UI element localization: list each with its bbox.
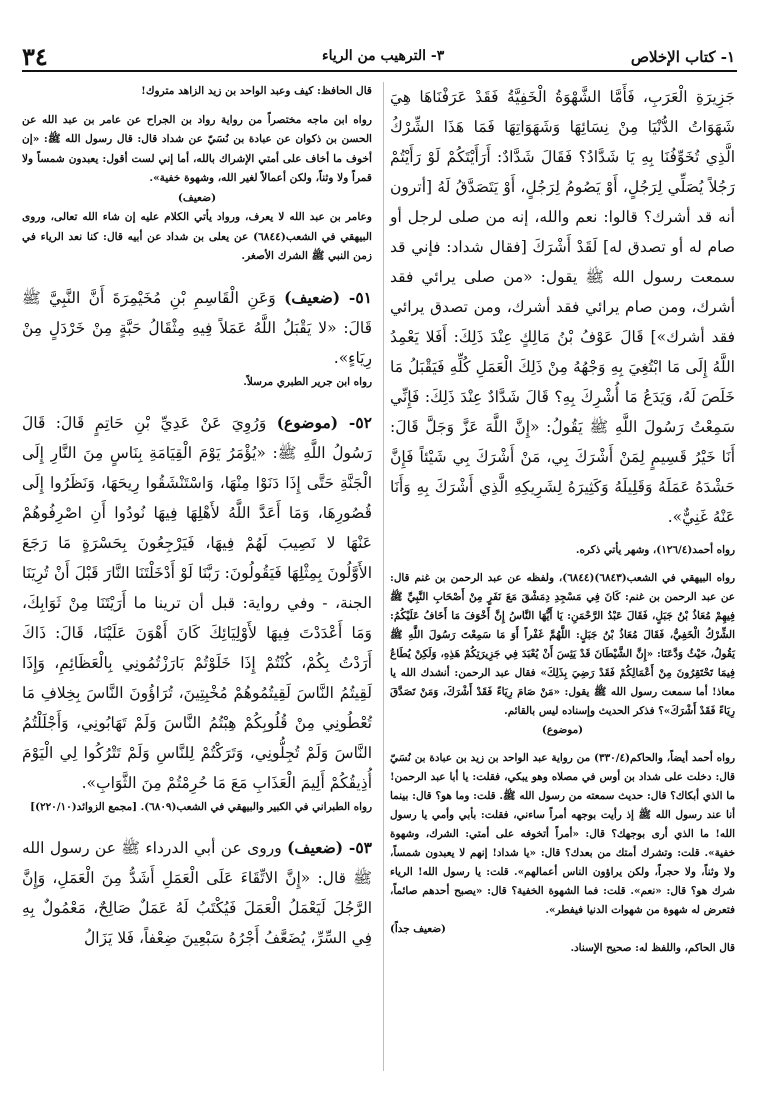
grade-label: (موضوع) bbox=[541, 724, 584, 736]
column-divider bbox=[383, 82, 384, 1071]
chapter-title: ٣- الترهيب من الرياء bbox=[322, 48, 445, 64]
hadith-text: وَرُوِيَ عَنْ عَدِيِّ بْنِ حَاتِمٍ قَالَ: قَالَ رَسُولُ اللَّهِ ﷺ: «يُؤْمَرُ يَوْمَ الْقِيَامَةِ بِنَاسٍ مِنَ النَّارِ إِلَى الْجَنَّةِ حَتَّى إِذَا دَنَوْا مِنْهَا، وَاسْتَنْشَقُوا رِيحَهَا، وَنَظَرُوا إِلَى قُصُورِهَا، وَمَا أَعَدَّ اللَّهُ لأَهْلِهَا فِيهَا نُودُوا أَنِ اصْرِفُوهُمْ عَنْهَا لا نَصِيبَ لَهُمْ فِيهَا، فَيَرْجِعُونَ بِحَسْرَةٍ مَا رَجَعَ الأَوَّلُونَ بِمِثْلِهَا فَيَقُولُونَ: رَبَّنَا لَوْ أَدْخَلْتَنَا النَّارَ قَبْلَ أَنْ تُرِيَنَا الجنة، - وفي رواية: قبل أن ترينا ما أَرَيْتَنَا مِنْ ثَوَابِكَ، وَمَا أَعْدَدْتَ فِيهَا لأَوْلِيَائِكَ كَانَ أَهْوَنَ عَلَيْنَا، قَالَ: ذَاكَ أَرَدْتُ بِكُمْ، كُنْتُمْ إِذَا خَلَوْتُمْ بَارَزْتُمُونِي بِالْعَظَائِمِ، وَإِذَا لَقِيتُمُ النَّاسَ لَقِيتُمُوهُمْ مُخْبِتِينَ، تُرَاؤُونَ النَّاسَ بِخِلافِ مَا تُعْطُونِي مِنْ قُلُوبِكُمْ هِبْتُمُ النَّاسَ وَلَمْ تَهَابُونِي، وَأَجْلَلْتُمُ النَّاسَ وَلَمْ تُجِلُّونِي، وَتَرَكْتُمْ لِلنَّاسِ وَلَمْ تَتْرُكُوا لِي الْيَوْمَ أُذِيقُكُمْ أَلِيمَ الْعَذَابِ مَعَ مَا حُرِمْتُمْ مِنَ الثَّوَابِ». bbox=[22, 413, 372, 792]
grade-label: (ضعيف جداً) bbox=[390, 923, 446, 935]
hadith-number: ٥١- (ضعيف) bbox=[284, 287, 372, 307]
book-title: ١- كتاب الإخلاص bbox=[630, 48, 735, 66]
source-note: قال الحاكم، واللفظ له: صحيح الإسناد. bbox=[570, 942, 735, 954]
footnote: رواه ابن ماجه مختصراً من رواية رواد بن الجراح عن عامر بن عبد الله عن الحسن بن ذكوان عن عبادة بن نُسَيّ عن شداد قال: قال رسول الله ﷺ: «إن أخوف ما أخاف على أمتي الإشراك بالله، أما إني لست أقول: يعبدون شمساً ولا قمراً ولا وثناً، ولكن أعمالاً لغير الله، وشهوة خفية». bbox=[22, 113, 372, 184]
hadith-number: ٥٢- (موضوع) bbox=[276, 412, 372, 432]
source-note: رواه أحمد(١٢٦/٤)، وشهر يأتي ذكره. bbox=[575, 544, 735, 556]
main-text: جَزِيرَةِ الْعَرَبِ، فَأَمَّا الشَّهْوَةُ الْخَفِيَّةُ فَقَدْ عَرَفْنَاهَا هِيَ شَهَوَاتُ الدُّنْيَا مِنْ نِسَائِهَا وَشَهَوَاتِهَا فَمَا هَذَا الشِّرْكُ الَّذِي تُخَوِّفُنَا بِهِ يَا شَدَّادُ؟ فَقَالَ شَدَّادٌ: أَرَأَيْتَكُمْ لَوْ رَأَيْتُمْ رَجُلاً يُصَلِّي لِرَجُلٍ، أَوْ يَصُومُ لِرَجُلٍ، أَوْ يَتَصَدَّقُ لَهُ [أترون أنه قد أشرك؟ قالوا: نعم والله، إنه من صلى لرجل أو صام له أو تصدق له] لَقَدْ أَشْرَكَ [فقال شداد: فإني قد سمعت رسول الله ﷺ يقول: «من صلى يرائي فقد أشرك، ومن صام يرائي فقد أشرك، ومن تصدق يرائي فقد أشرك»] قَالَ عَوْفُ بْنُ مَالِكٍ عِنْدَ ذَلِكَ: أَفَلا يَعْمِدُ اللَّهُ إِلَى مَا ابْتُغِيَ بِهِ وَجْهُهُ مِنْ ذَلِكَ الْعَمَلِ كُلِّهِ فَيَقْبَلُ مَا خَلَصَ لَهُ، وَيَدَعُ مَا أُشْرِكَ بِهِ؟ قَالَ شَدَّادٌ عِنْدَ ذَلِكَ: فَإِنِّي سَمِعْتُ رَسُولَ اللَّهِ ﷺ يَقُولُ: «إِنَّ اللَّهَ عَزَّ وَجَلَّ قَالَ: أَنَا خَيْرُ قَسِيمٍ لِمَنْ أَشْرَكَ بِي، مَنْ أَشْرَكَ بِي شَيْئاً فَإِنَّ حَشْدَهُ عَمَلَهُ وَقَلِيلَهُ وَكَثِيرَهُ لِشَرِيكِهِ الَّذِي أَشْرَكَ بِهِ وَأَنَا عَنْهُ غَنِيٌّ». bbox=[390, 88, 735, 526]
hadith-text: وروى عن أبي الدرداء ﷺ عن رسول الله ﷺ قال: «إِنَّ الاتِّقَاءَ عَلَى الْعَمَلِ أَشَدُّ مِنَ الْعَمَلِ، وَإِنَّ الرَّجُلَ لَيَعْمَلُ الْعَمَلَ فَيُكْتَبُ لَهُ عَمَلٌ صَالِحٌ، مَعْمُولٌ بِهِ فِي السِّرِّ، يُضَعَّفُ أَجْرُهُ سَبْعِينَ ضِعْفاً، فَلا يَزَالُ bbox=[22, 838, 372, 947]
left-column bbox=[22, 82, 372, 953]
hadith-source: رواه ابن جرير الطبري مرسلاً. bbox=[243, 375, 372, 388]
hadith-51 bbox=[22, 283, 372, 392]
footnote: قال الحافظ: كيف وعبد الواحد بن زيد الزاهد متروك! bbox=[141, 85, 372, 97]
hadith-53 bbox=[22, 833, 372, 953]
hadith-source: رواه الطبراني في الكبير والبيهقي في الشعب(٦٨٠٩). [مجمع الزوائد(٢٢٠/١٠)] bbox=[30, 800, 372, 813]
hadith-number: ٥٣- (ضعيف) bbox=[287, 837, 372, 857]
source-note: رواه البيهقي في الشعب(٦٨٤٣)(٦٨٤٤)، ولفظه عن عبد الرحمن بن غنم قال: عن عبد الرحمن بن غنم: كَانَ فِي مَسْجِدِ دِمَشْقَ مَعَ نَفَرٍ مِنْ أَصْحَابِ النَّبِيِّ ﷺ فِيهِمْ مُعَاذُ بْنُ جَبَلٍ، فَقَالَ عَبْدُ الرَّحْمَنِ: يَا أَيُّهَا النَّاسُ إِنَّ أَخْوَفَ مَا أَخَافُ عَلَيْكُمُ: الشِّرْكُ الْخَفِيُّ، فَقَالَ مُعَاذُ بْنُ جَبَلٍ: اللَّهُمَّ غَفْراً أَوَ مَا سَمِعْتَ رَسُولَ اللَّهِ ﷺ يَقُولُ، حَيْثُ وَدَّعَنَا: «إِنَّ الشَّيْطَانَ قَدْ يَئِسَ أَنْ يُعْبَدَ فِي جَزِيرَتِكُمْ هَذِهِ، وَلَكِنْ يُطَاعُ فِيمَا تَحْتَقِرُونَ مِنْ أَعْمَالِكُمْ فَقَدْ رَضِيَ بِذَلِكَ» فقال عبد الرحمن: أنشدك الله يا معاذ! أما سمعت رسول الله ﷺ يقول: «مَنْ صَامَ رِيَاءً فَقَدْ أَشْرَكَ، وَمَنْ تَصَدَّقَ رِيَاءً فَقَدْ أَشْرَكَ»؟ فذكر الحديث وإسناده ليس بالقائم. bbox=[390, 572, 735, 717]
right-column bbox=[390, 82, 735, 958]
hadith-text: وَعَنِ الْقَاسِمِ بْنِ مُخَيْمِرَةَ أَنَّ النَّبِيَّ ﷺ قَالَ: «لا يَقْبَلُ اللَّهُ عَمَلاً فِيهِ مِثْقَالُ حَبَّةٍ مِنْ خَرْدَلٍ مِنْ رِيَاءٍ». bbox=[22, 288, 372, 367]
header-rule bbox=[22, 70, 737, 72]
footnote: وعامر بن عبد الله لا يعرف، ورواد يأتي الكلام عليه إن شاء الله تعالى، وروى البيهقي في الشعب(٦٨٤٤) عن يعلى بن شداد عن أبيه قال: كنا نعد الرياء في زمن النبي ﷺ الشرك الأصغر. bbox=[22, 211, 372, 262]
source-note: رواه أحمد أيضاً، والحاكم(٣٣٠/٤) من رواية عبد الواحد بن زيد بن عبادة بن نُسَيّ قال: دخلت على شداد بن أوس في مصلاه وهو يبكي، فقلت: يا أبا عبد الرحمن! ما الذي أبكاك؟ قال: حديث سمعته من رسول الله ﷺ. قلت: وما هو؟ قال: بينما أنا عند رسول الله ﷺ إذ رأيت بوجهه أمراً ساءني، فقلت: بأبي وأمي يا رسول الله! ما الذي أرى بوجهك؟ قال: «أمراً أتخوفه على أمتي: الشرك، وشهوة خفية». قلت: وتشرك أمتك من بعدك؟ قال: «يا شداد! إنهم لا يعبدون شمساً، ولا وثناً، ولا حجراً، ولكن يراؤون الناس أعمالهم». قلت: يا رسول الله! الرياء شرك هو؟ قال: «نعم». قلت: فما الشهوة الخفية؟ قال: «يصبح أحدهم صائماً، فتعرض له شهوة من شهوات الدنيا فيفطر». bbox=[390, 752, 735, 916]
page-number: ٣٤ bbox=[22, 42, 48, 71]
running-header bbox=[22, 42, 735, 71]
grade-label: (ضعيف) bbox=[177, 191, 217, 204]
hadith-52 bbox=[22, 408, 372, 817]
